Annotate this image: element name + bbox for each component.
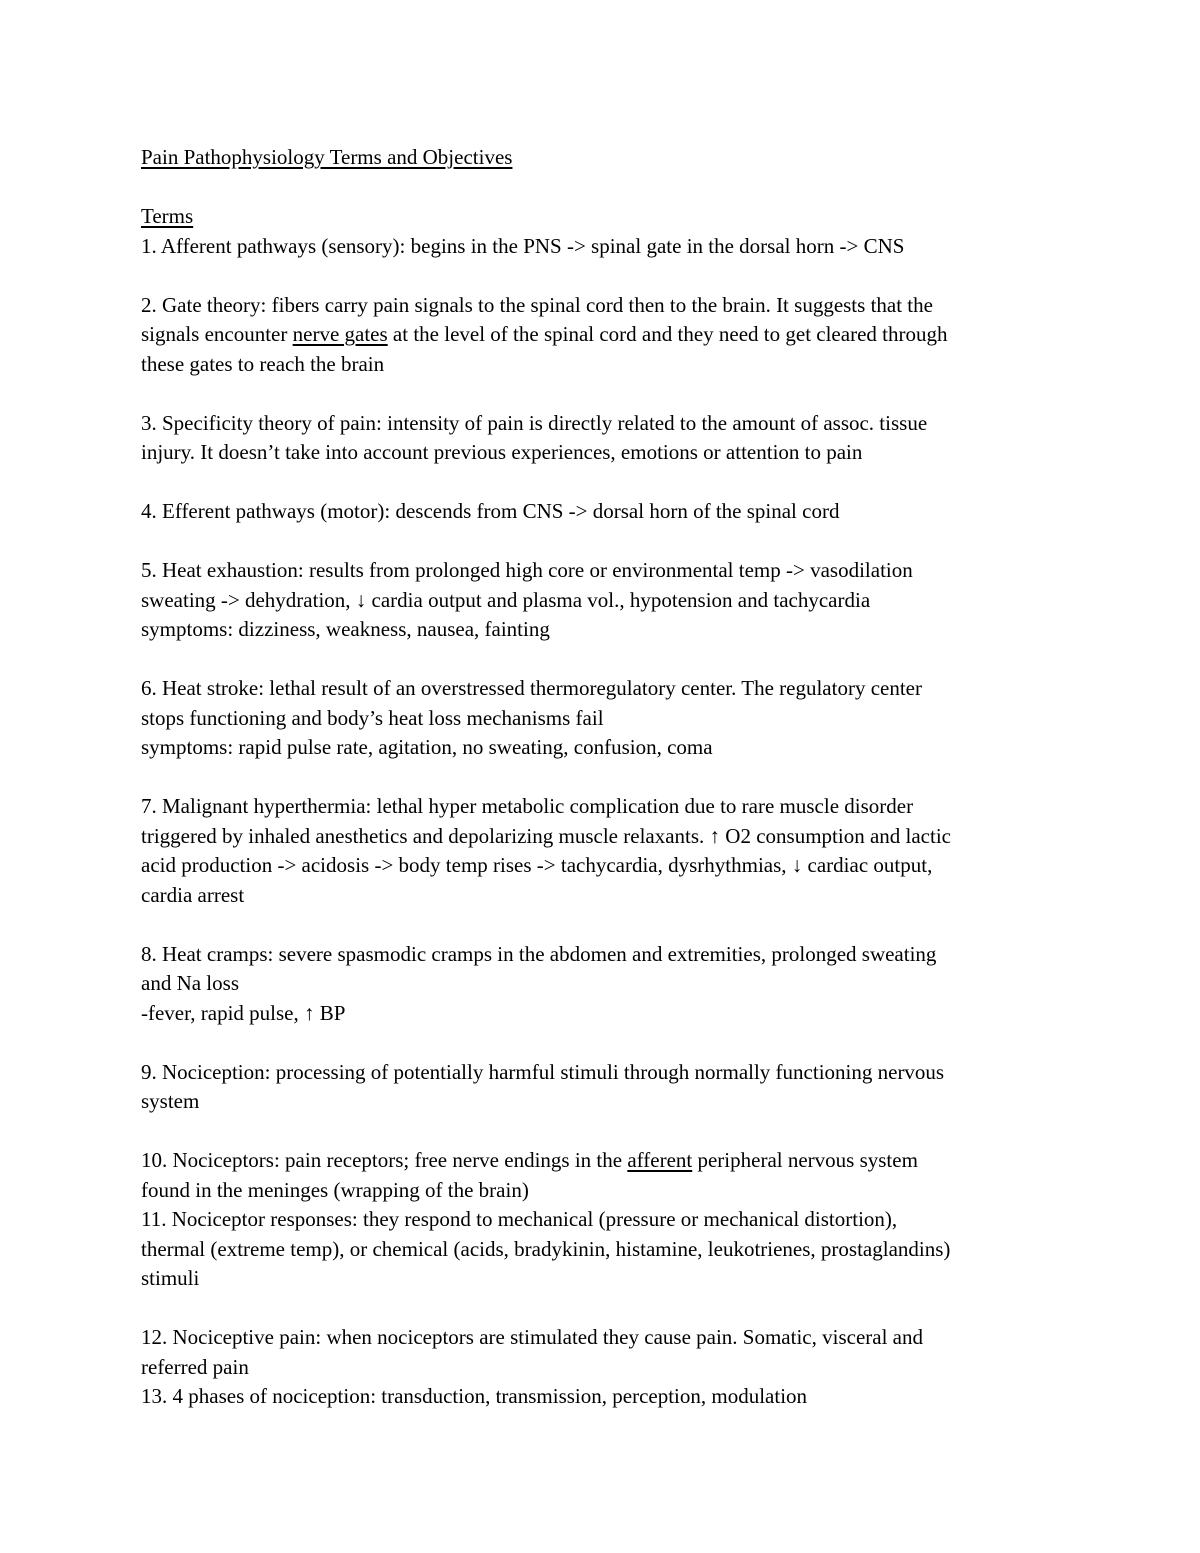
spacer <box>141 379 1061 409</box>
term-7-line-4: cardia arrest <box>141 882 245 907</box>
term-5-line-3: symptoms: dizziness, weakness, nausea, fainting <box>141 617 550 641</box>
spacer <box>141 527 1061 557</box>
term-4-line-1: 4. Efferent pathways (motor): descends from CNS -> dorsal horn of the spinal cord <box>141 499 840 523</box>
spacer <box>141 468 1061 498</box>
spacer <box>141 1117 1061 1147</box>
spacer <box>141 1294 1061 1324</box>
spacer <box>141 173 1061 203</box>
term-12-line-2: referred pain <box>141 1354 249 1379</box>
term-5-line-1: 5. Heat exhaustion: results from prolonged high core or environmental temp -> vasodilation <box>141 558 913 582</box>
term-6-line-1: 6. Heat stroke: lethal result of an overstressed thermoregulatory center. The regulatory center <box>141 676 922 700</box>
underlined-nerve-gates: nerve gates <box>292 322 388 346</box>
underlined-afferent: afferent <box>627 1148 693 1172</box>
document-body <box>141 143 1061 1412</box>
spacer <box>141 910 1061 940</box>
spacer <box>141 261 1061 291</box>
spacer <box>141 645 1061 675</box>
term-7-line-3: acid production -> acidosis -> body temp rises -> tachycardia, dysrhythmias, ↓ cardiac output, <box>141 853 933 877</box>
term-2-line-2-after: at the level of the spinal cord and they need to get cleared through <box>387 322 948 346</box>
term-3-line-2: injury. It doesn’t take into account previous experiences, emotions or attention to pain <box>141 440 863 464</box>
spacer <box>141 1028 1061 1058</box>
term-10-line-1 <box>141 1146 1061 1176</box>
term-9-line-1: 9. Nociception: processing of potentially harmful stimuli through normally functioning nervous <box>141 1059 945 1084</box>
term-2-line-3: these gates to reach the brain <box>141 351 385 376</box>
term-8-line-3: -fever, rapid pulse, ↑ BP <box>141 1000 346 1025</box>
section-heading-terms: Terms <box>141 204 194 228</box>
term-6-line-2: stops functioning and body’s heat loss mechanisms fail <box>141 705 604 730</box>
term-3-line-1: 3. Specificity theory of pain: intensity of pain is directly related to the amount of assoc. tissue <box>141 410 928 435</box>
spacer <box>141 763 1061 793</box>
term-13-line-1: 13. 4 phases of nociception: transduction, transmission, perception, modulation <box>141 1384 808 1408</box>
term-7-line-2: triggered by inhaled anesthetics and depolarizing muscle relaxants. ↑ O2 consumption and lactic <box>141 823 951 848</box>
term-12-line-1: 12. Nociceptive pain: when nociceptors are stimulated they cause pain. Somatic, visceral and <box>141 1325 923 1349</box>
term-7-line-1: 7. Malignant hyperthermia: lethal hyper metabolic complication due to rare muscle disorder <box>141 794 914 818</box>
term-9-line-2: system <box>141 1089 200 1113</box>
term-1-line-1: 1. Afferent pathways (sensory): begins in the PNS -> spinal gate in the dorsal horn -> CNS <box>141 233 905 258</box>
term-10-line-2: found in the meninges (wrapping of the brain) <box>141 1177 529 1202</box>
term-2-line-1: 2. Gate theory: fibers carry pain signals to the spinal cord then to the brain. It suggests that the <box>141 292 933 317</box>
term-11-line-1: 11. Nociceptor responses: they respond to mechanical (pressure or mechanical distortion), <box>141 1207 898 1231</box>
term-6-line-3: symptoms: rapid pulse rate, agitation, no sweating, confusion, coma <box>141 735 713 759</box>
term-2-line-2-before: signals encounter <box>141 322 293 346</box>
term-8-line-2: and Na loss <box>141 971 239 995</box>
term-2-line-2 <box>141 320 1061 350</box>
term-11-line-3: stimuli <box>141 1266 200 1290</box>
term-10-line-1-after: peripheral nervous system <box>692 1148 918 1172</box>
term-8-line-1: 8. Heat cramps: severe spasmodic cramps in the abdomen and extremities, prolonged sweating <box>141 941 937 966</box>
term-11-line-2: thermal (extreme temp), or chemical (acids, bradykinin, histamine, leukotrienes, prostaglandins) <box>141 1236 951 1261</box>
term-10-line-1-before: 10. Nociceptors: pain receptors; free nerve endings in the <box>141 1148 628 1172</box>
document-title: Pain Pathophysiology Terms and Objectives <box>141 145 513 169</box>
term-5-line-2: sweating -> dehydration, ↓ cardia output and plasma vol., hypotension and tachycardia <box>141 587 871 612</box>
